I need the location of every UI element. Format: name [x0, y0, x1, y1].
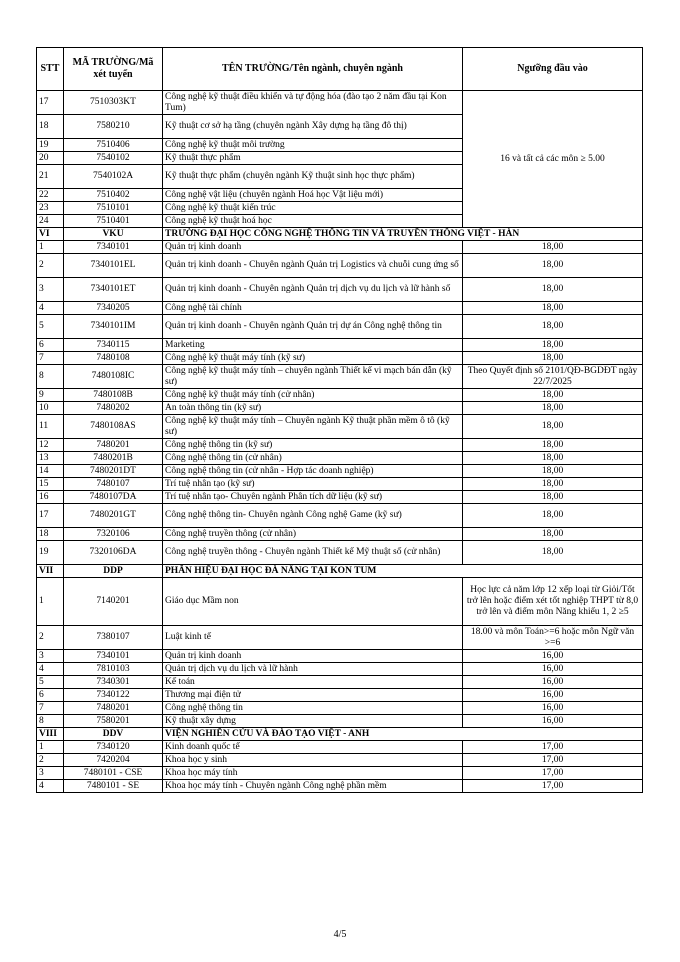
row-code: 7340301: [64, 676, 163, 689]
row-code: 7480107DA: [64, 491, 163, 504]
row-stt: 8: [37, 715, 64, 728]
row-threshold: 18,00: [463, 402, 643, 415]
row-stt: 2: [37, 754, 64, 767]
header-threshold: Ngưỡng đầu vào: [463, 48, 643, 91]
row-threshold: 17,00: [463, 754, 643, 767]
table-row: [37, 626, 643, 650]
row-threshold: 18,00: [463, 241, 643, 254]
row-code: 7340120: [64, 741, 163, 754]
row-code: 7480201B: [64, 452, 163, 465]
table-row: [37, 365, 643, 389]
table-row: [37, 689, 643, 702]
row-stt: 4: [37, 663, 64, 676]
table-row: [37, 452, 643, 465]
row-threshold: 18,00: [463, 439, 643, 452]
row-code: 7340101ET: [64, 278, 163, 302]
row-code: 7340101: [64, 650, 163, 663]
row-name: Quản trị kinh doanh - Chuyên ngành Quản trị Logistics và chuỗi cung ứng số: [163, 254, 463, 278]
table-row: [37, 478, 643, 491]
row-name: Quản trị kinh doanh: [163, 241, 463, 254]
row-code: 7320106: [64, 528, 163, 541]
row-stt: 9: [37, 389, 64, 402]
row-threshold: 16,00: [463, 650, 643, 663]
row-name: Luật kinh tế: [163, 626, 463, 650]
row-name: Giáo dục Mầm non: [163, 578, 463, 626]
row-threshold: Học lực cả năm lớp 12 xếp loại từ Giỏi/Tốt trở lên hoặc điểm xét tốt nghiệp THPT từ 8,0 trở lên và điểm môn Năng khiếu 1, 2 ≥5: [463, 578, 643, 626]
row-stt: 7: [37, 702, 64, 715]
table-row: [37, 528, 643, 541]
section-title: PHÂN HIỆU ĐẠI HỌC ĐÀ NẴNG TẠI KON TUM: [163, 565, 643, 578]
row-threshold: 18,00: [463, 254, 643, 278]
row-stt: 7: [37, 352, 64, 365]
table-row: [37, 702, 643, 715]
table-row: [37, 241, 643, 254]
row-threshold: 18,00: [463, 389, 643, 402]
table-row: [37, 504, 643, 528]
section-header-row: [37, 228, 643, 241]
shared-threshold-cell: 16 và tất cả các môn ≥ 5.00: [463, 91, 643, 228]
row-name: An toàn thông tin (kỹ sư): [163, 402, 463, 415]
row-threshold: 18,00: [463, 491, 643, 504]
row-threshold: 18,00: [463, 452, 643, 465]
table-row: [37, 663, 643, 676]
row-threshold: 16,00: [463, 676, 643, 689]
row-threshold: 16,00: [463, 715, 643, 728]
row-threshold: 18,00: [463, 478, 643, 491]
table-row: [37, 491, 643, 504]
row-code: 7480108AS: [64, 415, 163, 439]
row-stt: 6: [37, 339, 64, 352]
row-code: 7480108IC: [64, 365, 163, 389]
row-threshold: 16,00: [463, 702, 643, 715]
table-row: [37, 278, 643, 302]
row-stt: 8: [37, 365, 64, 389]
row-threshold: 18,00: [463, 504, 643, 528]
table-row: [37, 339, 643, 352]
row-name: Công nghệ kỹ thuật máy tính – Chuyên ngành Kỹ thuật phần mềm ô tô (kỹ sư): [163, 415, 463, 439]
row-stt: 17: [37, 504, 64, 528]
row-stt: 13: [37, 452, 64, 465]
section-code: DDP: [64, 565, 163, 578]
table-row: [37, 676, 643, 689]
table-row: [37, 465, 643, 478]
row-code: 7480201GT: [64, 504, 163, 528]
row-threshold: 17,00: [463, 767, 643, 780]
row-threshold: 18,00: [463, 302, 643, 315]
table-row: [37, 352, 643, 365]
row-name: Công nghệ tài chính: [163, 302, 463, 315]
table-header-row: [37, 48, 643, 91]
row-name: Kế toán: [163, 676, 463, 689]
section-code: DDV: [64, 728, 163, 741]
section-title: TRƯỜNG ĐẠI HỌC CÔNG NGHỆ THÔNG TIN VÀ TRUYỀN THÔNG VIỆT - HÀN: [163, 228, 643, 241]
row-stt: 4: [37, 780, 64, 793]
row-code: 7340122: [64, 689, 163, 702]
row-name: Công nghệ thông tin (cử nhân - Hợp tác doanh nghiệp): [163, 465, 463, 478]
row-threshold: 17,00: [463, 741, 643, 754]
row-name: Trí tuệ nhân tạo- Chuyên ngành Phân tích dữ liệu (kỹ sư): [163, 491, 463, 504]
table-row: [37, 415, 643, 439]
header-stt: STT: [37, 48, 64, 91]
table-row: [37, 541, 643, 565]
row-code: 7340205: [64, 302, 163, 315]
table-row: 21 7540102A Kỹ thuật thực phẩm (chuyên ngành Kỹ thuật sinh học thực phẩm): [37, 165, 643, 189]
row-name: Quản trị kinh doanh - Chuyên ngành Quản trị dự án Công nghệ thông tin: [163, 315, 463, 339]
row-name: Quản trị kinh doanh: [163, 650, 463, 663]
row-threshold: Theo Quyết định số 2101/QĐ-BGDĐT ngày 22/7/2025: [463, 365, 643, 389]
row-stt: 18: [37, 528, 64, 541]
row-threshold: 17,00: [463, 780, 643, 793]
row-name: Công nghệ kỹ thuật máy tính (cử nhân): [163, 389, 463, 402]
row-stt: 5: [37, 315, 64, 339]
row-code: 7480108B: [64, 389, 163, 402]
row-code: 7420204: [64, 754, 163, 767]
section-header-row: [37, 565, 643, 578]
table-row: [37, 254, 643, 278]
table-row: [37, 302, 643, 315]
section-stt: VII: [37, 565, 64, 578]
table-row: 18 7580210 Kỹ thuật cơ sở hạ tầng (chuyên ngành Xây dựng hạ tầng đô thị): [37, 115, 643, 139]
row-stt: 10: [37, 402, 64, 415]
row-stt: 1: [37, 741, 64, 754]
row-code: 7340101EL: [64, 254, 163, 278]
row-code: 7340101: [64, 241, 163, 254]
row-threshold: 18,00: [463, 352, 643, 365]
row-threshold: 18,00: [463, 541, 643, 565]
row-name: Công nghệ kỹ thuật máy tính – chuyên ngành Thiết kế vi mạch bán dẫn (kỹ sư): [163, 365, 463, 389]
row-code: 7480202: [64, 402, 163, 415]
table-row: [37, 780, 643, 793]
row-name: Công nghệ thông tin (kỹ sư): [163, 439, 463, 452]
row-threshold: 16,00: [463, 689, 643, 702]
row-code: 7480108: [64, 352, 163, 365]
table-row: [37, 715, 643, 728]
row-name: Công nghệ truyền thông (cử nhân): [163, 528, 463, 541]
section-code: VKU: [64, 228, 163, 241]
row-threshold: 18.00 và môn Toán>=6 hoặc môn Ngữ văn >=6: [463, 626, 643, 650]
row-stt: 2: [37, 254, 64, 278]
table-row: 19 7510406 Công nghệ kỹ thuật môi trường: [37, 139, 643, 152]
admission-threshold-table: [36, 47, 643, 793]
row-name: Công nghệ truyền thông - Chuyên ngành Thiết kế Mỹ thuật số (cử nhân): [163, 541, 463, 565]
row-threshold: 18,00: [463, 415, 643, 439]
row-stt: 6: [37, 689, 64, 702]
row-name: Khoa học máy tính: [163, 767, 463, 780]
header-code: MÃ TRƯỜNG/Mã xét tuyển: [64, 48, 163, 91]
row-stt: 12: [37, 439, 64, 452]
row-stt: 3: [37, 650, 64, 663]
table-row: [37, 767, 643, 780]
row-stt: 16: [37, 491, 64, 504]
table-row: [37, 754, 643, 767]
section-header-row: [37, 728, 643, 741]
row-code: 7140201: [64, 578, 163, 626]
row-name: Thương mại điện tử: [163, 689, 463, 702]
table-row: [37, 578, 643, 626]
table-row: [37, 389, 643, 402]
row-stt: 1: [37, 241, 64, 254]
row-stt: 15: [37, 478, 64, 491]
row-threshold: 18,00: [463, 315, 643, 339]
row-code: 7480201DT: [64, 465, 163, 478]
row-code: 7580201: [64, 715, 163, 728]
table-row: [37, 439, 643, 452]
table-row: [37, 315, 643, 339]
page-number: 4/5: [333, 929, 347, 940]
row-name: Kỹ thuật xây dựng: [163, 715, 463, 728]
row-name: Trí tuệ nhân tạo (kỹ sư): [163, 478, 463, 491]
row-code: 7340101IM: [64, 315, 163, 339]
table-row: [37, 402, 643, 415]
table-row: 22 7510402 Công nghệ vật liệu (chuyên ngành Hoá học Vật liệu mới): [37, 189, 643, 202]
table-row: [37, 741, 643, 754]
row-stt: 11: [37, 415, 64, 439]
header-name: TÊN TRƯỜNG/Tên ngành, chuyên ngành: [163, 48, 463, 91]
section-stt: VI: [37, 228, 64, 241]
row-code: 7320106DA: [64, 541, 163, 565]
row-code: 7480201: [64, 439, 163, 452]
row-code: 7480201: [64, 702, 163, 715]
row-code: 7380107: [64, 626, 163, 650]
row-name: Quản trị kinh doanh - Chuyên ngành Quản trị dịch vụ du lịch và lữ hành số: [163, 278, 463, 302]
row-code: 7340115: [64, 339, 163, 352]
row-stt: 14: [37, 465, 64, 478]
row-code: 7810103: [64, 663, 163, 676]
row-threshold: 18,00: [463, 278, 643, 302]
row-stt: 4: [37, 302, 64, 315]
row-code: 7480101 - SE: [64, 780, 163, 793]
row-threshold: 18,00: [463, 528, 643, 541]
row-name: Kinh doanh quốc tế: [163, 741, 463, 754]
row-name: Công nghệ thông tin: [163, 702, 463, 715]
row-name: Khoa học y sinh: [163, 754, 463, 767]
row-name: Khoa học máy tính - Chuyên ngành Công nghệ phần mềm: [163, 780, 463, 793]
row-stt: 19: [37, 541, 64, 565]
row-stt: 2: [37, 626, 64, 650]
table-row: 23 7510101 Công nghệ kỹ thuật kiến trúc: [37, 202, 643, 215]
table-row: 24 7510401 Công nghệ kỹ thuật hoá học: [37, 215, 643, 228]
section-stt: VIII: [37, 728, 64, 741]
row-stt: 3: [37, 278, 64, 302]
row-name: Công nghệ kỹ thuật máy tính (kỹ sư): [163, 352, 463, 365]
row-stt: 1: [37, 578, 64, 626]
row-code: 7480107: [64, 478, 163, 491]
row-code: 7480101 - CSE: [64, 767, 163, 780]
row-name: Marketing: [163, 339, 463, 352]
row-threshold: 16,00: [463, 663, 643, 676]
row-threshold: 18,00: [463, 339, 643, 352]
table-row: 20 7540102 Kỹ thuật thực phẩm: [37, 152, 643, 165]
table-row: 17 7510303KT Công nghệ kỹ thuật điều khiển và tự động hóa (đào tạo 2 năm đầu tại Kon Tum) 16 và tất cả các môn ≥ 5.00: [37, 91, 643, 115]
row-name: Công nghệ thông tin (cử nhân): [163, 452, 463, 465]
row-threshold: 18,00: [463, 465, 643, 478]
row-name: Công nghệ thông tin- Chuyên ngành Công nghệ Game (kỹ sư): [163, 504, 463, 528]
table-row: [37, 650, 643, 663]
section-title: VIỆN NGHIÊN CỨU VÀ ĐÀO TẠO VIỆT - ANH: [163, 728, 643, 741]
row-name: Quản trị dịch vụ du lịch và lữ hành: [163, 663, 463, 676]
row-stt: 5: [37, 676, 64, 689]
row-stt: 3: [37, 767, 64, 780]
